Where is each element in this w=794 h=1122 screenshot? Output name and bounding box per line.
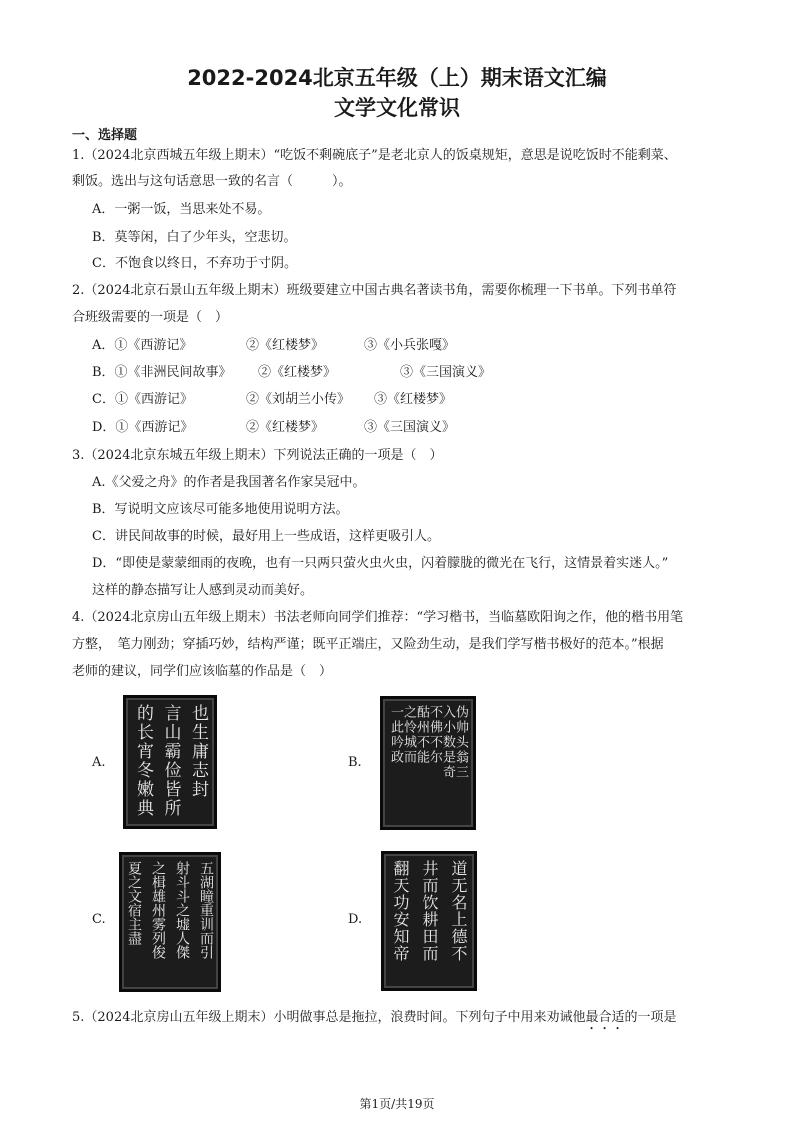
q1-stem-line1: 1.（2024北京西城五年级上期末）“吃饭不剩碗底子”是老北京人的饭桌规矩，意思是说吃饭时不能剩菜、 — [72, 148, 677, 163]
page-subtitle: 文学文化常识 — [334, 96, 460, 120]
q4-label-b: B. — [348, 755, 362, 770]
q3-option-b: B．写说明文应该尽可能多地使用说明方法。 — [92, 502, 349, 517]
q2-option-a-3: ③《小兵张嘎》 — [364, 338, 456, 353]
page-footer: 第1页/共19页 — [359, 1097, 435, 1111]
q4-label-a: A. — [92, 755, 106, 770]
q1-stem-line2: 剩饭。选出与这句话意思一致的名言（ ）。 — [72, 174, 352, 189]
q3-stem: 3.（2024北京东城五年级上期末）下列说法正确的一项是（ ） — [72, 448, 443, 463]
calligraphy-b-col-3: 不佛不尔 — [427, 705, 442, 765]
q2-stem-line1: 2.（2024北京石景山五年级上期末）班级要建立中国古典名著读书角，需要你梳理一下书单。下列书单符 — [72, 283, 677, 298]
q2-option-d-3: ③《三国演义》 — [364, 420, 456, 435]
calligraphy-b-col-2: 入小数是奇 — [440, 705, 455, 780]
q2-option-a-2: ②《红楼梦》 — [246, 338, 325, 353]
calligraphy-image-c — [119, 852, 221, 992]
calligraphy-a-col-3: 的长宵冬嫩典 — [133, 704, 153, 818]
q3-option-d-line2: 这样的静态描写让人感到灵动而美好。 — [92, 583, 314, 598]
calligraphy-c-col-4: 夏之文宿主盡 — [126, 861, 142, 945]
q2-option-d-2: ②《红楼梦》 — [246, 420, 325, 435]
q2-option-b-1: B．①《非洲民间故事》 — [92, 365, 232, 380]
calligraphy-image-b — [380, 696, 476, 830]
calligraphy-b-col-1: 伪帅头翁三 — [453, 705, 468, 780]
calligraphy-image-a — [123, 695, 217, 829]
calligraphy-d-col-1: 道无名上德不 — [449, 860, 468, 962]
q2-option-b-2: ②《红楼梦》 — [258, 365, 337, 380]
q2-option-c-3: ③《红楼梦》 — [374, 392, 453, 407]
q1-option-a: A．一粥一饭，当思来处不易。 — [92, 202, 271, 217]
q4-stem-line3: 老师的建议，同学们应该临墓的作品是（ ） — [72, 664, 333, 679]
page-title: 2022-2024北京五年级（上）期末语文汇编 — [187, 66, 607, 90]
q5-stem-text: 5.（2024北京房山五年级上期末）小明做事总是拖拉，浪费时间。下列句子中用来劝诫他 — [72, 1010, 586, 1025]
calligraphy-d-col-2: 井而饮耕田而 — [420, 860, 439, 962]
calligraphy-c-col-3: 之楫雄州雾列俊 — [150, 861, 166, 959]
q1-option-b: B．莫等闲，白了少年头，空悲切。 — [92, 230, 297, 245]
q2-option-a-1: A．①《西游记》 — [92, 338, 193, 353]
section-heading: 一、选择题 — [72, 128, 138, 143]
q5-stem — [72, 1006, 677, 1033]
calligraphy-c-col-1: 五湖瞳重训而引 — [198, 861, 214, 959]
calligraphy-b-col-6: 一此吟政 — [388, 705, 403, 765]
calligraphy-a-col-2: 言山霸俭皆所 — [160, 704, 181, 818]
calligraphy-b-col-4: 酤州不能 — [414, 705, 429, 765]
calligraphy-a-col-1: 也生庸志封 — [188, 704, 208, 799]
calligraphy-b-col-5: 之怜城而 — [401, 705, 416, 765]
q4-stem-line2: 方整， 笔力刚劲；穿插巧妙，结构严谨；既平正端庄，又险劲生动，是我们学写楷书极好的范本。”根据 — [72, 637, 664, 652]
q4-label-d: D. — [348, 912, 363, 927]
q2-option-d-1: D．①《西游记》 — [92, 420, 194, 435]
q4-label-c: C. — [92, 912, 106, 927]
q3-option-d-line1: D．“即使是蒙蒙细雨的夜晚，也有一只两只萤火虫火虫，闪着朦胧的微光在飞行，这情景着实迷人。” — [92, 556, 669, 571]
q3-option-c: C．讲民间故事的时候，最好用上一些成语，这样更吸引人。 — [92, 529, 440, 544]
q5-stem-end: 的一项是 — [624, 1010, 677, 1025]
q2-option-c-1: C．①《西游记》 — [92, 392, 193, 407]
q2-stem-line2: 合班级需要的一项是（ ） — [72, 310, 229, 325]
q5-emphasis: 最合适 — [585, 1010, 625, 1025]
q4-stem-line1: 4.（2024北京房山五年级上期末）书法老师向同学们推荐：“学习楷书，当临墓欧阳询之作，他的楷书用笔 — [72, 610, 684, 625]
q2-option-c-2: ②《刘胡兰小传》 — [246, 392, 351, 407]
calligraphy-image-d — [381, 851, 477, 991]
calligraphy-d-col-3: 翻天功安知帝 — [391, 860, 410, 962]
calligraphy-c-col-2: 射斗斗之墟人傑 — [174, 861, 190, 959]
q3-option-a: A.《父爱之舟》的作者是我国著名作家吴冠中。 — [92, 475, 366, 490]
q2-option-b-3: ③《三国演义》 — [400, 365, 492, 380]
q1-option-c: C．不饱食以终日，不弃功于寸阴。 — [92, 256, 297, 271]
